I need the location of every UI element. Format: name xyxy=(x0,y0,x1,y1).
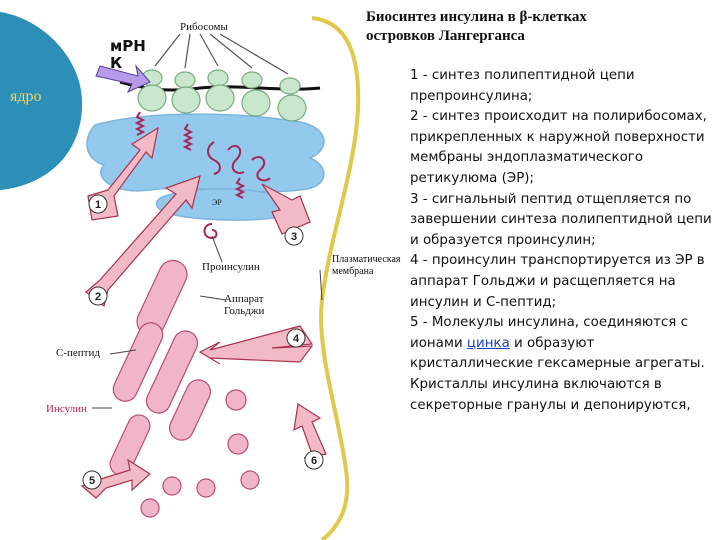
zinc-link[interactable]: цинка xyxy=(466,335,510,351)
ribosome xyxy=(280,78,300,94)
title-line-2: островков Лангерганса xyxy=(366,28,525,44)
page-title xyxy=(366,8,666,46)
insulin-label: Инсулин xyxy=(46,403,87,415)
nucleus-label: ядро xyxy=(10,88,42,105)
ribosomes-label: Рибосомы xyxy=(180,21,228,33)
ribosome xyxy=(242,90,270,116)
ribosome xyxy=(206,85,234,111)
ribosome xyxy=(278,95,306,121)
golgi-label-2: Гольджи xyxy=(224,305,265,317)
ribosome xyxy=(172,87,200,113)
steps-list xyxy=(410,66,716,416)
step-2: 2 - синтез происходит на полирибосомах, прикрепленных к наружной поверхности мембраны эндоплазматического ретикулюма (ЭР); xyxy=(410,109,707,186)
marker-3: 3 xyxy=(290,231,298,243)
marker-1: 1 xyxy=(94,199,102,211)
step-5-text-start: 5 - Молекулы инсулина, соединяются с ионами xyxy=(410,315,688,351)
step-1: 1 - синтез полипептидной цепи препроинсулина; xyxy=(410,68,635,104)
golgi-label-1: Аппарат xyxy=(224,293,264,305)
granule xyxy=(197,479,215,497)
arrow-6 xyxy=(294,404,326,458)
title-line-1: Биосинтез инсулина в β-клетках xyxy=(366,9,587,25)
ribosome xyxy=(242,72,262,88)
er-label: ЭР xyxy=(212,198,222,207)
membrane-label-2: мембрана xyxy=(332,266,374,277)
step-3: 3 - сигнальный пептид отщепляется по завершении синтеза полипептидной цепи и образуется проинсулин; xyxy=(410,191,712,248)
step-5-text-end: и образуют кристаллические гексамерные агрегаты. Кристаллы инсулина включаются в секреторные гранулы и депонируются, xyxy=(410,335,705,413)
mrna-label-line-2: К xyxy=(110,54,123,72)
granule xyxy=(163,477,181,495)
marker-4: 4 xyxy=(292,333,300,345)
ribosome xyxy=(138,85,166,111)
step-5 xyxy=(410,313,716,416)
ribosome-pointers xyxy=(155,34,288,74)
granule xyxy=(141,499,159,517)
marker-2: 2 xyxy=(94,291,102,303)
step-4: 4 - проинсулин транспортируется из ЭР в аппарат Гольджи и расщепляется на инсулин и С-пептид; xyxy=(410,253,705,310)
ribosome-cluster xyxy=(138,70,306,121)
mrna-label xyxy=(110,38,160,72)
granule xyxy=(241,471,259,489)
granule xyxy=(228,434,248,454)
granule xyxy=(226,390,246,410)
membrane-label-1: Плазматическая xyxy=(332,254,401,265)
ribosome xyxy=(208,70,228,86)
golgi-apparatus xyxy=(107,256,215,479)
marker-5: 5 xyxy=(88,475,96,487)
proinsulin-label: Проинсулин xyxy=(202,261,260,273)
ribosome xyxy=(175,72,195,88)
c-peptide-label: С-пептид xyxy=(56,347,100,359)
mrna-label-line-1: мРН xyxy=(110,37,146,55)
marker-6: 6 xyxy=(310,455,318,467)
